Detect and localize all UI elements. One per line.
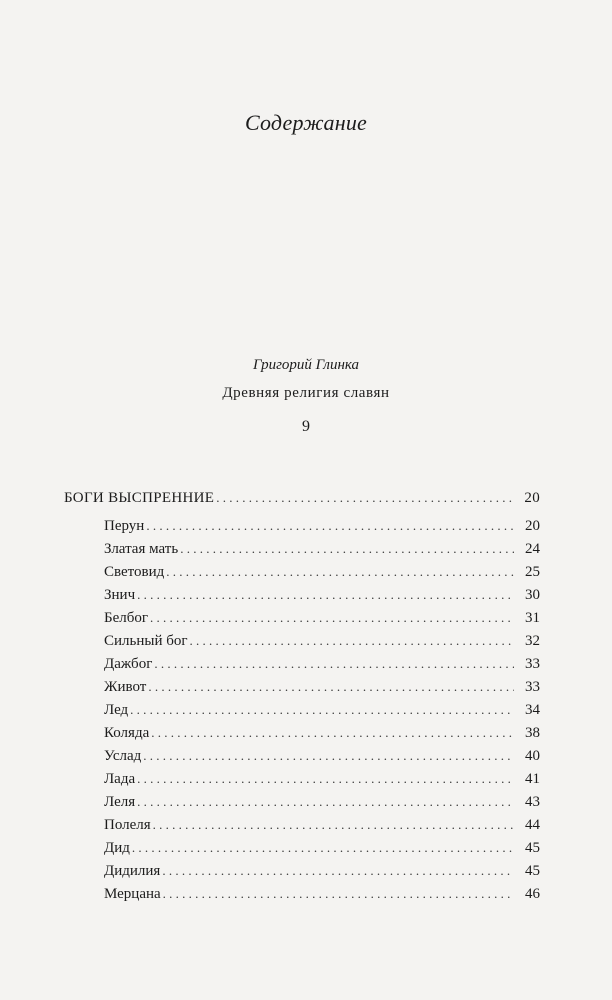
toc-item-page: 38 bbox=[525, 725, 540, 741]
toc-item-label: Услад bbox=[104, 748, 142, 764]
toc-item-label: Живот bbox=[104, 679, 147, 695]
toc-leader-dots bbox=[146, 515, 514, 537]
toc-leader-dots bbox=[190, 630, 514, 652]
toc-leader-dots bbox=[137, 584, 514, 606]
toc-item-label: Златая мать bbox=[104, 541, 179, 557]
toc-item-page: 25 bbox=[525, 564, 540, 580]
toc-item-label: Лед bbox=[104, 702, 129, 718]
toc-item-label: Перун bbox=[104, 518, 145, 534]
toc-leader-dots bbox=[137, 768, 514, 790]
toc-item bbox=[104, 653, 540, 675]
toc-item bbox=[104, 837, 540, 859]
toc-leader-dots bbox=[154, 653, 514, 675]
toc-item-page: 45 bbox=[525, 840, 540, 856]
toc-item bbox=[104, 791, 540, 813]
toc-item bbox=[104, 768, 540, 790]
toc-item-page: 31 bbox=[525, 610, 540, 626]
toc-item-page: 34 bbox=[525, 702, 540, 718]
toc-item bbox=[104, 630, 540, 652]
toc-leader-dots bbox=[153, 814, 514, 836]
toc-item-label: Лада bbox=[104, 771, 136, 787]
toc-item-label: Дажбог bbox=[104, 656, 153, 672]
toc-item-label: Дидилия bbox=[104, 863, 161, 879]
toc-item-page: 41 bbox=[525, 771, 540, 787]
toc-leader-dots bbox=[143, 745, 514, 767]
toc-item bbox=[104, 676, 540, 698]
toc-item-page: 44 bbox=[525, 817, 540, 833]
toc-item-page: 20 bbox=[525, 518, 540, 534]
toc-item bbox=[104, 860, 540, 882]
toc-leader-dots bbox=[163, 883, 514, 905]
toc-item-label: Коляда bbox=[104, 725, 150, 741]
toc-item-label: Световид bbox=[104, 564, 165, 580]
toc-item-page: 33 bbox=[525, 679, 540, 695]
toc-leader-dots bbox=[151, 722, 514, 744]
toc-leader-dots bbox=[166, 561, 514, 583]
toc-item bbox=[104, 515, 540, 537]
toc-leader-dots bbox=[130, 699, 514, 721]
page-title: Содержание bbox=[244, 110, 367, 135]
toc-item-label: Сильный бог bbox=[104, 633, 188, 649]
toc-item bbox=[104, 699, 540, 721]
toc-item-page: 33 bbox=[525, 656, 540, 672]
toc-leader-dots bbox=[137, 791, 514, 813]
toc-leader-dots bbox=[132, 837, 514, 859]
toc-leader-dots bbox=[148, 676, 514, 698]
toc-item bbox=[104, 745, 540, 767]
book-title: Древняя религия славян bbox=[222, 385, 390, 401]
toc-item-label: Белбог bbox=[104, 610, 149, 626]
toc-item bbox=[104, 607, 540, 629]
toc-item bbox=[104, 722, 540, 744]
toc-section bbox=[64, 487, 540, 509]
toc-item-page: 32 bbox=[525, 633, 540, 649]
book-page-number: 9 bbox=[302, 418, 310, 435]
toc-item-page: 46 bbox=[525, 886, 540, 902]
toc-leader-dots bbox=[216, 487, 514, 509]
toc-item-page: 40 bbox=[525, 748, 540, 764]
toc-section-label: БОГИ ВЫСПРЕННИЕ bbox=[64, 490, 215, 506]
toc-item-label: Мерцана bbox=[104, 886, 161, 902]
toc-leader-dots bbox=[150, 607, 514, 629]
toc-item-label: Знич bbox=[104, 587, 136, 603]
toc-leader-dots bbox=[162, 860, 514, 882]
toc-item bbox=[104, 883, 540, 905]
toc-item-page: 45 bbox=[525, 863, 540, 879]
toc-item-label: Полеля bbox=[104, 817, 151, 833]
author-name: Григорий Глинка bbox=[252, 357, 360, 373]
toc-item bbox=[104, 561, 540, 583]
toc-item bbox=[104, 538, 540, 560]
toc-item bbox=[104, 584, 540, 606]
toc-item-label: Дид bbox=[104, 840, 130, 856]
toc-item-label: Леля bbox=[104, 794, 136, 810]
toc-item-page: 30 bbox=[525, 587, 540, 603]
toc-item bbox=[104, 814, 540, 836]
toc-leader-dots bbox=[180, 538, 514, 560]
toc-item-page: 43 bbox=[525, 794, 540, 810]
toc-section-page: 20 bbox=[524, 490, 540, 506]
toc-item-page: 24 bbox=[525, 541, 540, 557]
